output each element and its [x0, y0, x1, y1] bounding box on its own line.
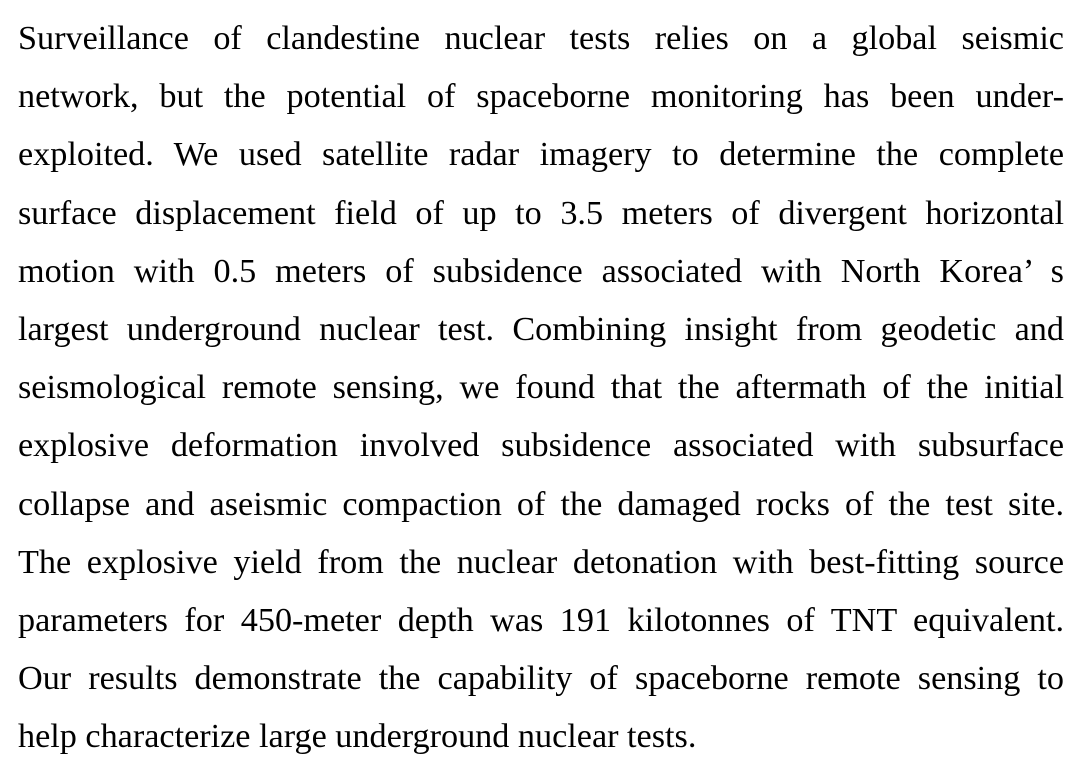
abstract-line: explosive deformation involved subsidence associated with subsurface	[18, 427, 1064, 465]
abstract-line: Our results demonstrate the capability of spaceborne remote sensing to	[18, 660, 1064, 698]
abstract-line: network, but the potential of spaceborne monitoring has been under-	[18, 78, 1064, 116]
abstract-line: exploited. We used satellite radar imagery to determine the complete	[18, 136, 1064, 174]
abstract-line: collapse and aseismic compaction of the damaged rocks of the test site.	[18, 485, 1064, 523]
abstract-line: motion with 0.5 meters of subsidence associated with North Korea’ s	[18, 252, 1064, 290]
abstract-line: Surveillance of clandestine nuclear tests relies on a global seismic	[18, 20, 1064, 57]
abstract-line: parameters for 450-meter depth was 191 kilotonnes of TNT equivalent.	[18, 601, 1064, 639]
abstract-line: help characterize large underground nuclear tests.	[18, 718, 697, 756]
abstract-paragraph	[18, 10, 1064, 766]
abstract-line: surface displacement field of up to 3.5 meters of divergent horizontal	[18, 194, 1064, 232]
abstract-line: seismological remote sensing, we found that the aftermath of the initial	[18, 369, 1064, 407]
abstract-line: largest underground nuclear test. Combining insight from geodetic and	[18, 310, 1064, 348]
abstract-line: The explosive yield from the nuclear detonation with best-fitting source	[18, 543, 1064, 581]
